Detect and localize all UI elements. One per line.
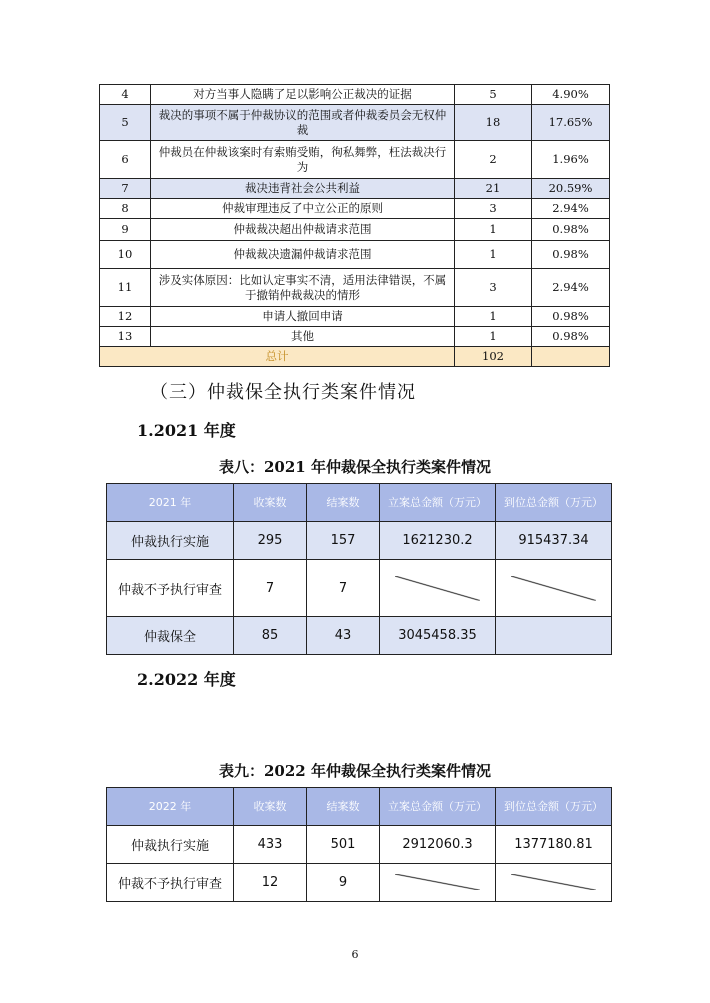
table9-caption: 表九：2022 年仲裁保全执行类案件情况: [219, 762, 491, 780]
percent-cell: 20.59%: [532, 179, 610, 199]
closed-cell: 9: [307, 864, 380, 902]
empty-diagonal-cell: [380, 560, 496, 617]
row-number: 9: [100, 219, 151, 241]
table8-header-row: [107, 484, 612, 522]
table-row: [100, 307, 610, 327]
empty-diagonal-cell: [496, 560, 612, 617]
row-label: 仲裁执行实施: [107, 522, 234, 560]
total-row: [100, 347, 610, 367]
subsection-2021: 1.2021 年度: [137, 421, 236, 440]
percent-cell: 2.94%: [532, 269, 610, 307]
reason-cell: 仲裁员在仲裁该案时有索贿受贿，徇私舞弊，枉法裁决行为: [151, 141, 455, 179]
count-cell: 5: [455, 85, 532, 105]
header-closed: 结案数: [307, 788, 380, 826]
table-row: [107, 560, 612, 617]
row-label: 仲裁保全: [107, 617, 234, 655]
received-cell: 85: [234, 617, 307, 655]
percent-cell: 0.98%: [532, 327, 610, 347]
percent-cell: 2.94%: [532, 199, 610, 219]
row-label: 仲裁执行实施: [107, 826, 234, 864]
reason-cell: 涉及实体原因：比如认定事实不清，适用法律错误，不属于撤销仲裁裁决的情形: [151, 269, 455, 307]
table8-caption: 表八：2021 年仲裁保全执行类案件情况: [219, 458, 491, 476]
header-filed-amount: 立案总金额（万元）: [380, 788, 496, 826]
received-cell: 433: [234, 826, 307, 864]
received-cell: 295: [234, 522, 307, 560]
reason-cell: 申请人撤回申请: [151, 307, 455, 327]
recovered-amount-cell: 1377180.81: [496, 826, 612, 864]
reason-cell: 仲裁裁决遗漏仲裁请求范围: [151, 241, 455, 269]
percent-cell: 4.90%: [532, 85, 610, 105]
table-row: [100, 85, 610, 105]
reason-cell: 其他: [151, 327, 455, 347]
received-cell: 7: [234, 560, 307, 617]
closed-cell: 501: [307, 826, 380, 864]
percent-cell: 1.96%: [532, 141, 610, 179]
row-number: 12: [100, 307, 151, 327]
row-number: 11: [100, 269, 151, 307]
header-year: 2021 年: [107, 484, 234, 522]
reason-cell: 仲裁审理违反了中立公正的原则: [151, 199, 455, 219]
percent-cell: 0.98%: [532, 307, 610, 327]
empty-diagonal-cell: [380, 864, 496, 902]
row-label: 仲裁不予执行审查: [107, 560, 234, 617]
table-row: [107, 826, 612, 864]
count-cell: 1: [455, 327, 532, 347]
header-recovered-amount: 到位总金额（万元）: [496, 788, 612, 826]
table-row: [100, 269, 610, 307]
header-recovered-amount: 到位总金额（万元）: [496, 484, 612, 522]
filed-amount-cell: 3045458.35: [380, 617, 496, 655]
reason-cell: 裁决的事项不属于仲裁协议的范围或者仲裁委员会无权仲裁: [151, 105, 455, 141]
revocation-reasons-table: [99, 84, 610, 367]
header-filed-amount: 立案总金额（万元）: [380, 484, 496, 522]
row-number: 4: [100, 85, 151, 105]
table-row: [107, 522, 612, 560]
count-cell: 3: [455, 199, 532, 219]
empty-diagonal-cell: [496, 617, 612, 655]
header-received: 收案数: [234, 484, 307, 522]
table9-header-row: [107, 788, 612, 826]
table9: [106, 787, 612, 902]
filed-amount-cell: 2912060.3: [380, 826, 496, 864]
row-number: 5: [100, 105, 151, 141]
count-cell: 21: [455, 179, 532, 199]
table-row: [107, 864, 612, 902]
table-row: [100, 141, 610, 179]
empty-diagonal-cell: [496, 864, 612, 902]
recovered-amount-cell: 915437.34: [496, 522, 612, 560]
header-closed: 结案数: [307, 484, 380, 522]
row-number: 6: [100, 141, 151, 179]
table-row: [100, 179, 610, 199]
count-cell: 18: [455, 105, 532, 141]
row-number: 7: [100, 179, 151, 199]
header-year: 2022 年: [107, 788, 234, 826]
table-row: [107, 617, 612, 655]
table-row: [100, 105, 610, 141]
page-number: 6: [351, 948, 359, 961]
percent-cell: 17.65%: [532, 105, 610, 141]
total-label: 总计: [100, 347, 455, 367]
row-number: 13: [100, 327, 151, 347]
filed-amount-cell: 1621230.2: [380, 522, 496, 560]
reason-cell: 对方当事人隐瞒了足以影响公正裁决的证据: [151, 85, 455, 105]
reason-cell: 裁决违背社会公共利益: [151, 179, 455, 199]
section-heading: （三）仲裁保全执行类案件情况: [150, 382, 416, 403]
table-row: [100, 199, 610, 219]
count-cell: 1: [455, 241, 532, 269]
count-cell: 2: [455, 141, 532, 179]
table-row: [100, 241, 610, 269]
table8: [106, 483, 612, 655]
closed-cell: 43: [307, 617, 380, 655]
closed-cell: 7: [307, 560, 380, 617]
count-cell: 3: [455, 269, 532, 307]
header-received: 收案数: [234, 788, 307, 826]
received-cell: 12: [234, 864, 307, 902]
closed-cell: 157: [307, 522, 380, 560]
table-row: [100, 219, 610, 241]
subsection-2022: 2.2022 年度: [137, 670, 236, 689]
total-count: 102: [455, 347, 532, 367]
count-cell: 1: [455, 307, 532, 327]
table-row: [100, 327, 610, 347]
count-cell: 1: [455, 219, 532, 241]
total-percent: [532, 347, 610, 367]
row-number: 8: [100, 199, 151, 219]
reason-cell: 仲裁裁决超出仲裁请求范围: [151, 219, 455, 241]
percent-cell: 0.98%: [532, 219, 610, 241]
row-label: 仲裁不予执行审查: [107, 864, 234, 902]
percent-cell: 0.98%: [532, 241, 610, 269]
row-number: 10: [100, 241, 151, 269]
